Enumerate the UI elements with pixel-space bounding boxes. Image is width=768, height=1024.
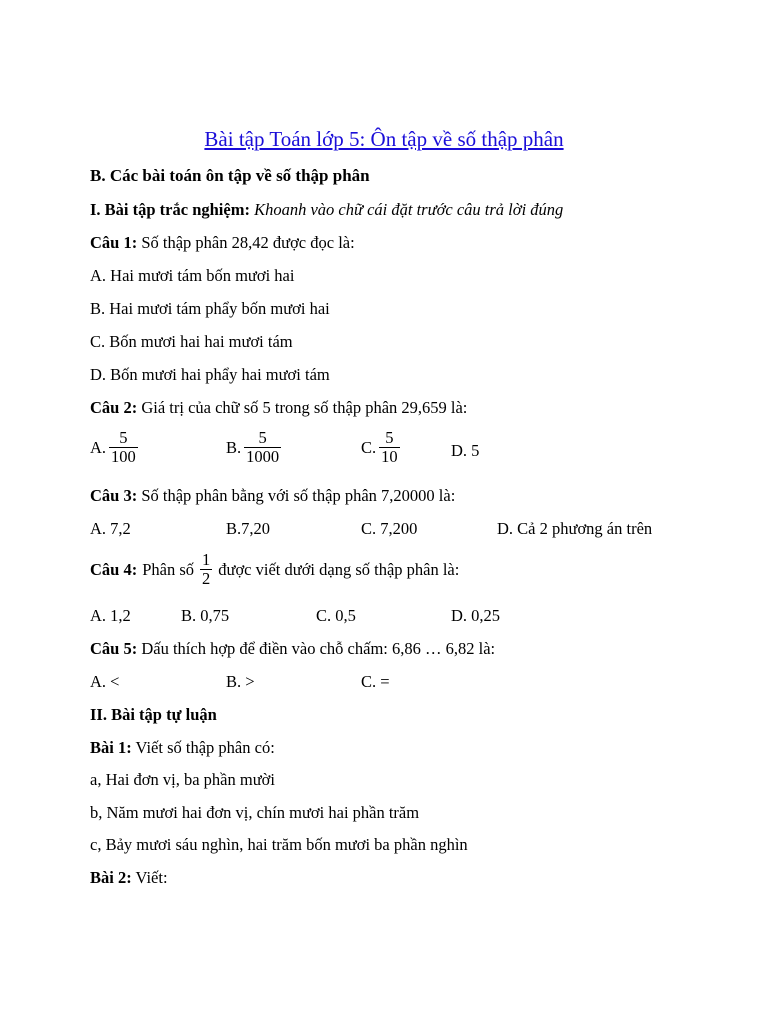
denominator: 1000 xyxy=(246,447,280,466)
exercise-text: Viết số thập phân có: xyxy=(135,738,275,757)
denominator: 100 xyxy=(111,447,136,466)
q3-option-a: A. 7,2 xyxy=(90,519,131,538)
fraction xyxy=(109,429,138,466)
numerator: 5 xyxy=(379,429,400,448)
exercise-label: Bài 1: xyxy=(90,738,132,757)
part2-heading: II. Bài tập tự luận xyxy=(90,705,217,724)
q1-option-b: B. Hai mươi tám phẩy bốn mươi hai xyxy=(90,299,330,318)
q1-option-a: A. Hai mươi tám bốn mươi hai xyxy=(90,266,295,285)
q4-option-d: D. 0,25 xyxy=(451,606,501,625)
exercise-text: Viết: xyxy=(135,868,168,887)
q2-option-d: D. 5 xyxy=(451,441,480,460)
question-label: Câu 2: xyxy=(90,398,138,417)
denominator: 2 xyxy=(202,569,211,588)
q4-option-a: A. 1,2 xyxy=(90,606,131,625)
fraction xyxy=(379,429,400,466)
question-4 xyxy=(90,551,459,588)
q4-option-c: C. 0,5 xyxy=(316,606,356,625)
q4-option-b: B. 0,75 xyxy=(181,606,230,625)
question-label: Câu 1: xyxy=(90,233,138,252)
question-label: Câu 4: xyxy=(90,559,138,579)
exercise-2 xyxy=(90,868,168,888)
q5-option-b: B. > xyxy=(226,672,255,691)
exercise-label: Bài 2: xyxy=(90,868,132,887)
exercise-1-item-b: b, Năm mươi hai đơn vị, chín mươi hai phần trăm xyxy=(90,803,420,822)
q3-option-c: C. 7,200 xyxy=(361,519,418,538)
option-prefix: B. xyxy=(226,437,242,457)
q2-option-c xyxy=(361,429,400,466)
exercise-1-item-c: c, Bảy mươi sáu nghìn, hai trăm bốn mươi ba phần nghìn xyxy=(90,835,468,854)
question-text-before: Phân số xyxy=(142,559,195,579)
exercise-1-item-a: a, Hai đơn vị, ba phần mười xyxy=(90,770,275,789)
denominator: 10 xyxy=(381,447,398,466)
fraction xyxy=(200,551,212,588)
q5-option-c: C. = xyxy=(361,672,390,691)
option-prefix: A. xyxy=(90,437,107,457)
q3-option-d: D. Cả 2 phương án trên xyxy=(497,519,653,538)
part1-label: I. Bài tập trắc nghiệm: xyxy=(90,200,250,219)
question-text: Giá trị của chữ số 5 trong số thập phân 29,659 là: xyxy=(141,398,468,417)
option-prefix: C. xyxy=(361,437,377,457)
question-2 xyxy=(90,398,467,418)
exercise-1 xyxy=(90,738,275,758)
numerator: 5 xyxy=(109,429,138,448)
question-label: Câu 3: xyxy=(90,486,138,505)
q2-option-b xyxy=(226,429,281,466)
question-text: Số thập phân bằng với số thập phân 7,20000 là: xyxy=(141,486,456,505)
question-label: Câu 5: xyxy=(90,639,138,658)
q5-option-a: A. < xyxy=(90,672,120,691)
q1-option-c: C. Bốn mươi hai hai mươi tám xyxy=(90,332,293,351)
question-text-after: được viết dưới dạng số thập phân là: xyxy=(218,559,460,579)
fraction xyxy=(244,429,281,466)
q1-option-d: D. Bốn mươi hai phẩy hai mươi tám xyxy=(90,365,330,384)
numerator: 1 xyxy=(202,550,211,569)
q2-option-a xyxy=(90,429,138,466)
section-heading: B. Các bài toán ôn tập về số thập phân xyxy=(90,166,370,185)
question-text: Số thập phân 28,42 được đọc là: xyxy=(141,233,355,252)
question-5 xyxy=(90,639,495,659)
question-text: Dấu thích hợp để điền vào chỗ chấm: 6,86 … 6,82 là: xyxy=(141,639,496,658)
question-1 xyxy=(90,233,355,253)
part1-heading xyxy=(90,200,563,220)
page-title[interactable]: Bài tập Toán lớp 5: Ôn tập về số thập phân xyxy=(204,127,564,151)
numerator: 5 xyxy=(244,429,281,448)
question-3 xyxy=(90,486,455,506)
q3-option-b: B.7,20 xyxy=(226,519,271,538)
part1-instruction: Khoanh vào chữ cái đặt trước câu trả lời đúng xyxy=(254,200,564,219)
